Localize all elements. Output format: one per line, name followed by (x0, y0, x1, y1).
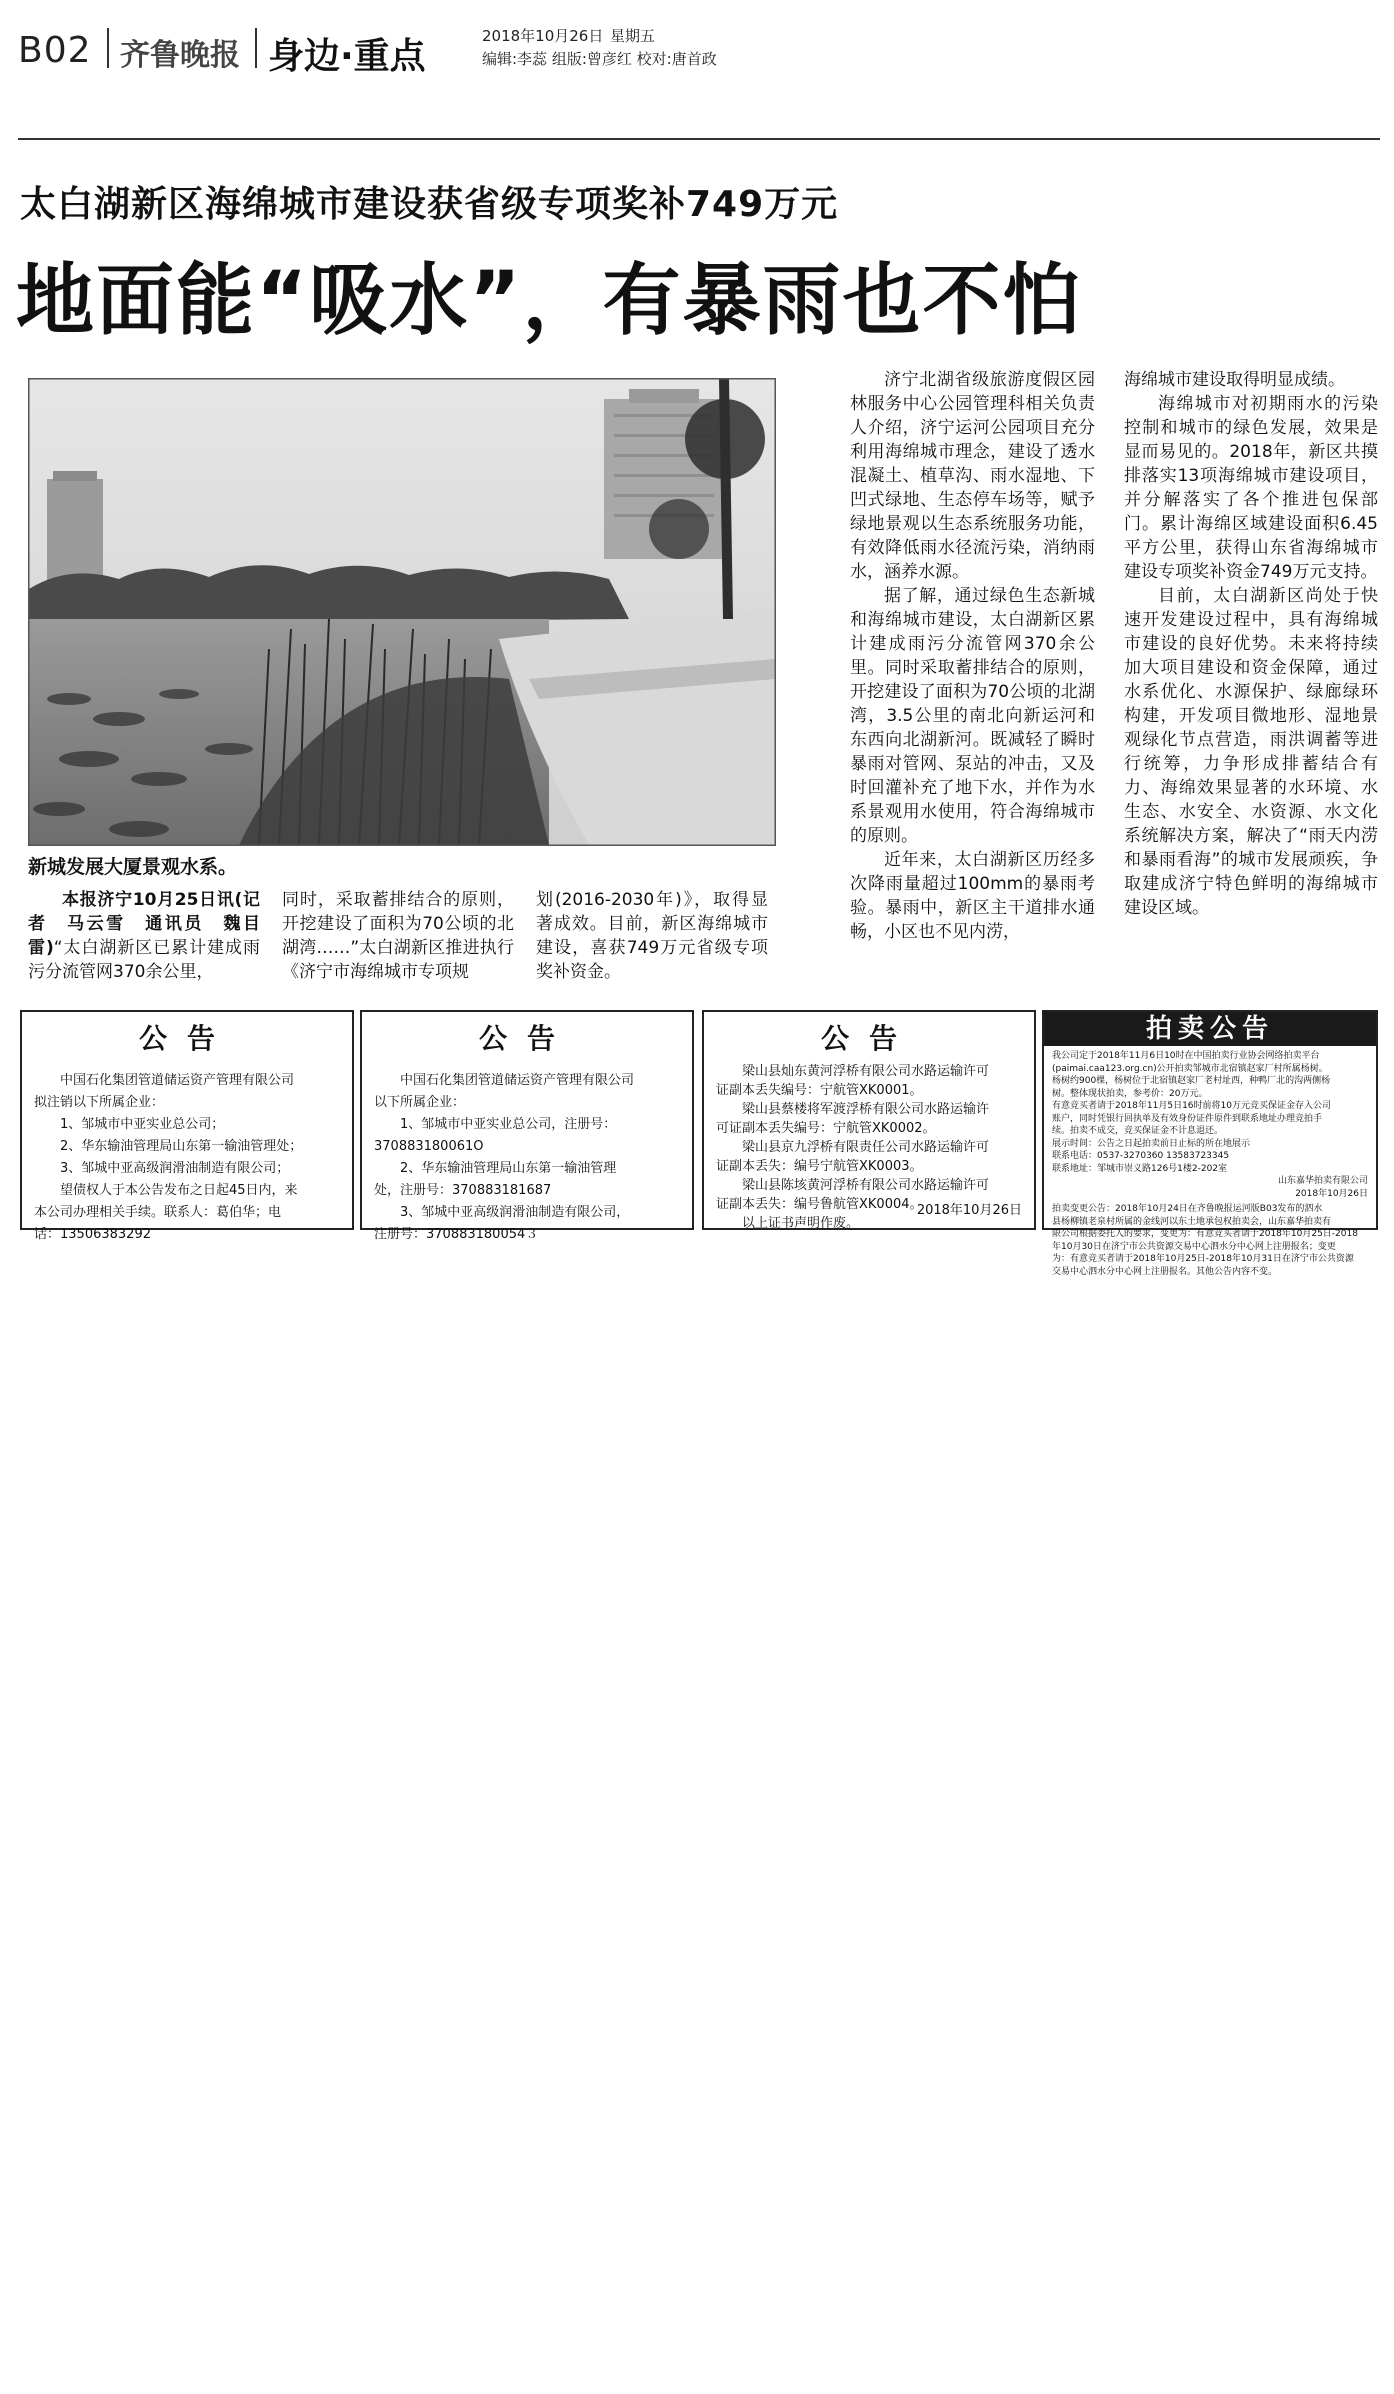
notice-title: 公告 (820, 1022, 917, 1055)
article-photo (28, 378, 776, 846)
article-paragraph: 目前，太白湖新区尚处于快速开发建设过程中，具有海绵城市建设的良好优势。未来将持续加大项目建设和资金保障，通过水系优化、水源保护、绿廊绿环构建，开发项目微地形、湿地景观绿化节点营造，雨洪调蓄等进行统筹，力争形成排蓄结合有力、海绵效果显著的水环境、水生态、水安全、水资源、水文化系统解决方案，解决了“雨天内涝和暴雨看海”的城市发展顽疾，争取建成济宁特色鲜明的海绵城市建设区域。 (1124, 586, 1378, 918)
notice-date: 2018年10月26日 (916, 1203, 1022, 1218)
auction-notice (1042, 1010, 1378, 1277)
article-headline: 地面能“吸水”，有暴雨也不怕 (16, 256, 1083, 346)
article-kicker: 太白湖新区海绵城市建设获省级专项奖补749万元 (20, 184, 839, 225)
auction-line: 交易中心泗水分中心网上注册报名。其他公告内容不变。 (1052, 1266, 1278, 1277)
auction-line: 山东嘉华拍卖有限公司 (1277, 1176, 1368, 1186)
newspaper-logo: 齐鲁晚报 (120, 38, 240, 73)
notice-box-1 (20, 1010, 354, 1242)
page-number: B02 (18, 30, 92, 71)
auction-line: 续。拍卖不成交，竞买保证金不计息退还。 (1052, 1126, 1224, 1136)
notice-line: 1、邹城市中亚实业总公司； (60, 1117, 225, 1132)
notice-line: 3、邹城中亚高级润滑油制造有限公司， (400, 1205, 630, 1220)
auction-line: 账户，同时凭银行回执单及有效身份证件原件到联系地址办理竞拍手 (1052, 1113, 1323, 1124)
editor-credits: 编辑:李蕊 组版:曾彦红 校对:唐首政 (482, 50, 717, 68)
auction-line: 有意竞买者请于2018年11月5日16时前将10万元竞买保证金存入公司 (1052, 1101, 1331, 1111)
notice-line: 证副本丢失编号：宁航管XK0001。 (716, 1083, 923, 1098)
auction-line: 年10月30日在济宁市公共资源交易中心泗水分中心网上注册报名；变更 (1052, 1241, 1336, 1252)
header-divider (255, 28, 257, 68)
notice-line: 拟注销以下所属企业： (34, 1095, 165, 1110)
article-column-2 (282, 888, 514, 984)
auction-title: 拍卖公告 (1044, 1012, 1376, 1046)
notice-line: 370883180061O (374, 1139, 484, 1154)
header-divider (107, 28, 109, 68)
notice-line: 梁山县灿东黄河浮桥有限公司水路运输许可 (742, 1064, 990, 1079)
auction-line: 我公司定于2018年11月6日10时在中国拍卖行业协会网络拍卖平台 (1052, 1051, 1320, 1061)
auction-line: 联系地址：邹城市崇义路126号1楼2-202室 (1052, 1163, 1228, 1174)
notice-line: 证副本丢失：编号鲁航管XK0004。 (716, 1197, 923, 1212)
article-column-1 (28, 888, 260, 984)
article-paragraph: 近年来，太白湖新区历经多次降雨量超过100mm的暴雨考验。暴雨中，新区主干道排水通畅，小区也不见内涝， (850, 850, 1095, 942)
notice-line: 以上证书声明作废。 (742, 1216, 860, 1231)
auction-body (1044, 1046, 1376, 1282)
article-paragraph: 据了解，通过绿色生态新城和海绵城市建设，太白湖新区累计建成雨污分流管网370余公里。同时采取蓄排结合的原则，开挖建设了面积为70公顷的北湖湾，3.5公里的南北向新运河和东西向北湖新河。既减轻了瞬时暴雨对管网、泵站的冲击，又及时回灌补充了地下水，并作为水系景观用水使用，符合海绵城市的原则。 (850, 586, 1095, 846)
article-paragraph: 海绵城市对初期雨水的污染控制和城市的绿色发展，效果是显而易见的。2018年，新区共摸排落实13项海绵城市建设项目，并分解落实了各个推进包保部门。累计海绵区域建设面积6.45平方公里，获得山东省海绵城市建设专项奖补资金749万元支持。 (1124, 394, 1378, 582)
notice-line: 处，注册号：370883181687 (374, 1183, 552, 1198)
header-rule (18, 138, 1380, 140)
auction-line: 县杨柳镇老泉村所属的金线河以东土地承包权拍卖会，山东嘉华拍卖有 (1052, 1216, 1332, 1227)
article-paragraph: 济宁北湖省级旅游度假区园林服务中心公园管理科相关负责人介绍，济宁运河公园项目充分利用海绵城市理念，建设了透水混凝土、植草沟、雨水湿地、下凹式绿地、生态停车场等，赋予绿地景观以生态系统服务功能，有效降低雨水径流污染，消纳雨水，涵养水源。 (850, 370, 1095, 582)
notice-line: 望债权人于本公告发布之日起45日内，来 (60, 1183, 298, 1198)
auction-line: 联系电话：0537-3270360 13583723345 (1052, 1151, 1230, 1161)
article-column-3 (536, 888, 768, 984)
auction-line: 2018年10月26日 (1295, 1188, 1368, 1199)
auction-line: 限公司根据委托人的要求，变更为：有意竞买者请于2018年10月25日-2018 (1052, 1229, 1358, 1239)
auction-line: 为：有意竞买者请于2018年10月25日-2018年10月31日在济宁市公共资源 (1052, 1254, 1354, 1264)
notice-line: 可证副本丢失编号：宁航管XK0002。 (716, 1121, 936, 1136)
notice-box-3 (702, 1010, 1036, 1230)
notice-line: 中国石化集团管道储运资产管理有限公司 (400, 1073, 635, 1088)
photo-caption: 新城发展大厦景观水系。 (28, 856, 238, 878)
notice-line: 梁山县蔡楼将军渡浮桥有限公司水路运输许 (742, 1102, 990, 1117)
notice-line: 梁山县陈垓黄河浮桥有限公司水路运输许可 (742, 1178, 990, 1193)
notice-line: 以下所属企业： (374, 1095, 466, 1110)
article-text: “太白湖新区已累计建成雨污分流管网370余公里， (28, 938, 260, 982)
article-column-4 (850, 368, 1095, 944)
auction-line: (paimai.caa123.org.cn)公开拍卖邹城市北宿镇赵家厂村所属杨树。 (1052, 1063, 1328, 1074)
auction-line: 拍卖变更公告：2018年10月24日在齐鲁晚报运河版B03发布的泗水 (1052, 1204, 1323, 1214)
article-byline: 本报济宁10月25日讯(记者 马云雪 通讯员 魏目雷) (28, 890, 260, 958)
notice-line: 梁山县京九浮桥有限责任公司水路运输许可 (742, 1140, 990, 1155)
issue-weekday: 星期五 (610, 27, 656, 45)
notice-line: 证副本丢失：编号宁航管XK0003。 (716, 1159, 923, 1174)
section-title: 身边·重点 (268, 36, 426, 77)
notice-line: 1、邹城市中亚实业总公司，注册号： (400, 1117, 617, 1132)
notice-line: 2、华东输油管理局山东第一输油管理处； (60, 1139, 303, 1154)
notice-line: 注册号：370883180054３ (374, 1227, 539, 1242)
notice-title: 公告 (478, 1022, 575, 1055)
article-text: 划(2016-2030年)》，取得显著成效。目前，新区海绵城市建设，喜获749万元省级专项奖补资金。 (536, 890, 768, 982)
article-paragraph: 海绵城市建设取得明显成绩。 (1124, 370, 1345, 390)
auction-line: 展示时间：公告之日起拍卖前日止标的所在地展示 (1052, 1138, 1251, 1149)
landscape-photo-illustration (29, 379, 775, 845)
notice-line: 话：13506383292 (34, 1227, 151, 1242)
notice-line: 中国石化集团管道储运资产管理有限公司 (60, 1073, 295, 1088)
article-text: 同时，采取蓄排结合的原则，开挖建设了面积为70公顷的北湖湾……”太白湖新区推进执行《济宁市海绵城市专项规 (282, 890, 514, 982)
auction-line: 树。整体现状拍卖，参考价：20万元。 (1052, 1088, 1208, 1099)
notice-line: 3、邹城中亚高级润滑油制造有限公司； (60, 1161, 290, 1176)
notice-title: 公告 (138, 1022, 235, 1055)
notice-line: 本公司办理相关手续。联系人：葛伯华；电 (34, 1205, 282, 1220)
notice-box-2 (360, 1010, 694, 1242)
notice-line: 2、华东输油管理局山东第一输油管理 (400, 1161, 617, 1176)
issue-date: 2018年10月26日 (482, 27, 604, 45)
auction-line: 杨树约900棵，杨树位于北宿镇赵家厂老村址西，种鸭厂北的沟两侧杨 (1052, 1076, 1331, 1086)
article-column-5 (1124, 368, 1378, 920)
